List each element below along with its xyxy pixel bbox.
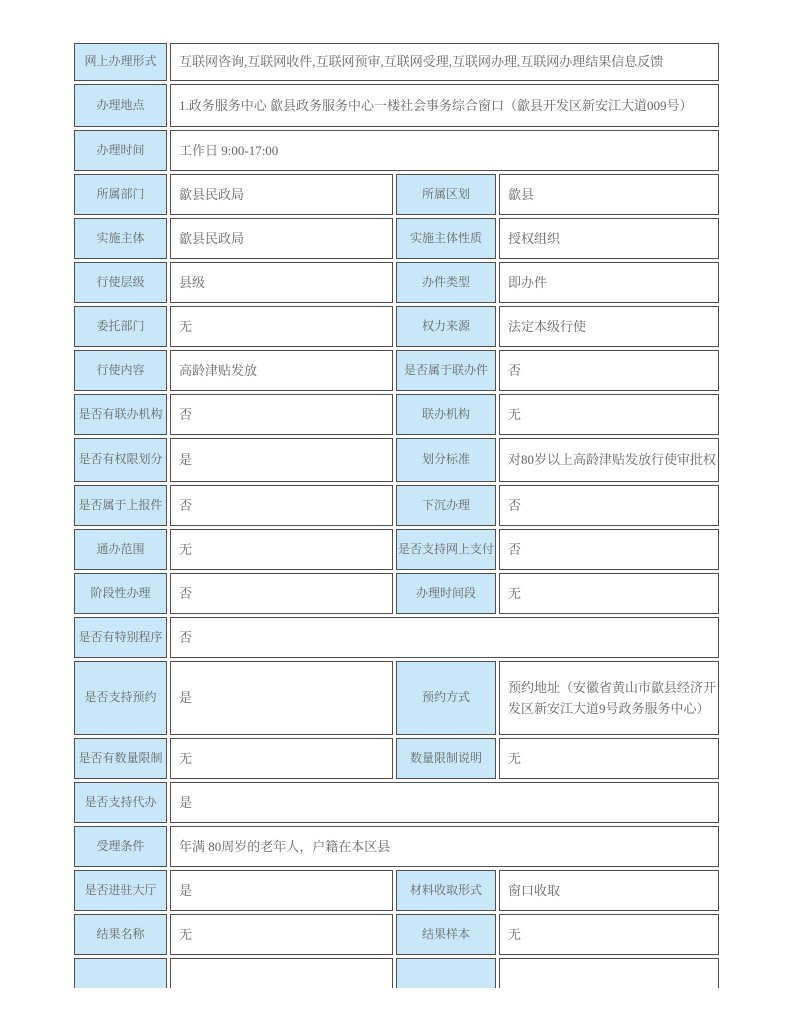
- field-value-cell: 无: [499, 394, 719, 435]
- field-label-cell: 材料收取形式: [396, 870, 496, 911]
- service-info-table: [71, 40, 722, 988]
- field-value-cell: 无: [170, 306, 393, 347]
- field-value-cell: 无: [170, 529, 393, 570]
- field-label-cell: 阶段性办理: [74, 573, 167, 614]
- field-value-cell: 是: [170, 782, 719, 823]
- table-row: [74, 661, 719, 735]
- field-label-cell: 权力来源: [396, 306, 496, 347]
- field-label-cell: 下沉办理: [396, 485, 496, 526]
- field-label-cell: [396, 958, 496, 988]
- table-row: [74, 262, 719, 303]
- field-value-cell: 是: [170, 438, 393, 482]
- table-row: [74, 438, 719, 482]
- field-label-cell: 行使内容: [74, 350, 167, 391]
- field-label-cell: 是否属于上报件: [74, 485, 167, 526]
- service-info-table-body: [74, 43, 719, 988]
- field-value-cell: 即办件: [499, 262, 719, 303]
- field-label-cell: 结果样本: [396, 914, 496, 955]
- field-value-cell: 对80岁以上高龄津贴发放行使审批权: [499, 438, 719, 482]
- service-info-table-container: [71, 40, 729, 988]
- field-value-cell: 否: [499, 350, 719, 391]
- table-row: [74, 826, 719, 867]
- field-label-cell: 是否支持网上支付: [396, 529, 496, 570]
- field-value-cell: 无: [170, 738, 393, 779]
- table-row-clipped: [74, 958, 719, 988]
- table-row: [74, 617, 719, 658]
- field-value-cell: 歙县民政局: [170, 218, 393, 259]
- table-row: [74, 914, 719, 955]
- field-value-cell: 授权组织: [499, 218, 719, 259]
- field-label-cell: 办理时间段: [396, 573, 496, 614]
- table-row: [74, 84, 719, 127]
- table-row: [74, 306, 719, 347]
- field-value-cell: 歙县民政局: [170, 174, 393, 215]
- field-value-cell: 否: [170, 617, 719, 658]
- table-row: [74, 394, 719, 435]
- table-row: [74, 174, 719, 215]
- field-label-cell: 是否有权限划分: [74, 438, 167, 482]
- field-label-cell: 联办机构: [396, 394, 496, 435]
- field-value-cell: 1.政务服务中心 歙县政务服务中心一楼社会事务综合窗口（歙县开发区新安江大道009号）: [170, 84, 719, 127]
- field-label-cell: 是否有特别程序: [74, 617, 167, 658]
- field-value-cell: 互联网咨询,互联网收件,互联网预审,互联网受理,互联网办理,互联网办理结果信息反馈: [170, 43, 719, 81]
- field-value-cell: 否: [170, 394, 393, 435]
- field-label-cell: 网上办理形式: [74, 43, 167, 81]
- table-row: [74, 130, 719, 171]
- field-label-cell: 是否属于联办件: [396, 350, 496, 391]
- field-value-cell: 无: [499, 738, 719, 779]
- field-label-cell: 是否有联办机构: [74, 394, 167, 435]
- field-label-cell: 是否支持预约: [74, 661, 167, 735]
- field-value-cell: 否: [499, 485, 719, 526]
- table-row: [74, 870, 719, 911]
- field-label-cell: 委托部门: [74, 306, 167, 347]
- field-label-cell: 是否进驻大厅: [74, 870, 167, 911]
- field-label-cell: 数量限制说明: [396, 738, 496, 779]
- field-label-cell: 预约方式: [396, 661, 496, 735]
- table-row: [74, 782, 719, 823]
- field-value-cell: 县级: [170, 262, 393, 303]
- field-label-cell: [74, 958, 167, 988]
- field-label-cell: 通办范围: [74, 529, 167, 570]
- field-label-cell: 行使层级: [74, 262, 167, 303]
- table-row: [74, 573, 719, 614]
- field-label-cell: 实施主体性质: [396, 218, 496, 259]
- field-label-cell: 所属部门: [74, 174, 167, 215]
- field-label-cell: 实施主体: [74, 218, 167, 259]
- field-label-cell: 划分标准: [396, 438, 496, 482]
- field-value-cell: 无: [499, 573, 719, 614]
- table-row: [74, 529, 719, 570]
- table-row: [74, 218, 719, 259]
- field-value-cell: 预约地址（安徽省黄山市歙县经济开发区新安江大道9号政务服务中心）: [499, 661, 719, 735]
- field-value-cell: 年满 80周岁的老年人，户籍在本区县: [170, 826, 719, 867]
- field-label-cell: 所属区划: [396, 174, 496, 215]
- table-row: [74, 43, 719, 81]
- field-value-cell: 否: [499, 529, 719, 570]
- field-label-cell: 结果名称: [74, 914, 167, 955]
- field-value-cell: 否: [170, 485, 393, 526]
- field-value-cell: 法定本级行使: [499, 306, 719, 347]
- field-value-cell: [499, 958, 719, 988]
- table-row: [74, 738, 719, 779]
- field-label-cell: 办理时间: [74, 130, 167, 171]
- field-value-cell: 窗口收取: [499, 870, 719, 911]
- field-label-cell: 是否支持代办: [74, 782, 167, 823]
- field-value-cell: 是: [170, 661, 393, 735]
- field-value-cell: 无: [499, 914, 719, 955]
- field-value-cell: 是: [170, 870, 393, 911]
- field-value-cell: 否: [170, 573, 393, 614]
- field-value-cell: [170, 958, 393, 988]
- field-label-cell: 办理地点: [74, 84, 167, 127]
- field-value-cell: 工作日 9:00-17:00: [170, 130, 719, 171]
- field-value-cell: 无: [170, 914, 393, 955]
- table-row: [74, 485, 719, 526]
- field-value-cell: 歙县: [499, 174, 719, 215]
- field-value-cell: 高龄津贴发放: [170, 350, 393, 391]
- field-label-cell: 是否有数量限制: [74, 738, 167, 779]
- table-row: [74, 350, 719, 391]
- field-label-cell: 办件类型: [396, 262, 496, 303]
- field-label-cell: 受理条件: [74, 826, 167, 867]
